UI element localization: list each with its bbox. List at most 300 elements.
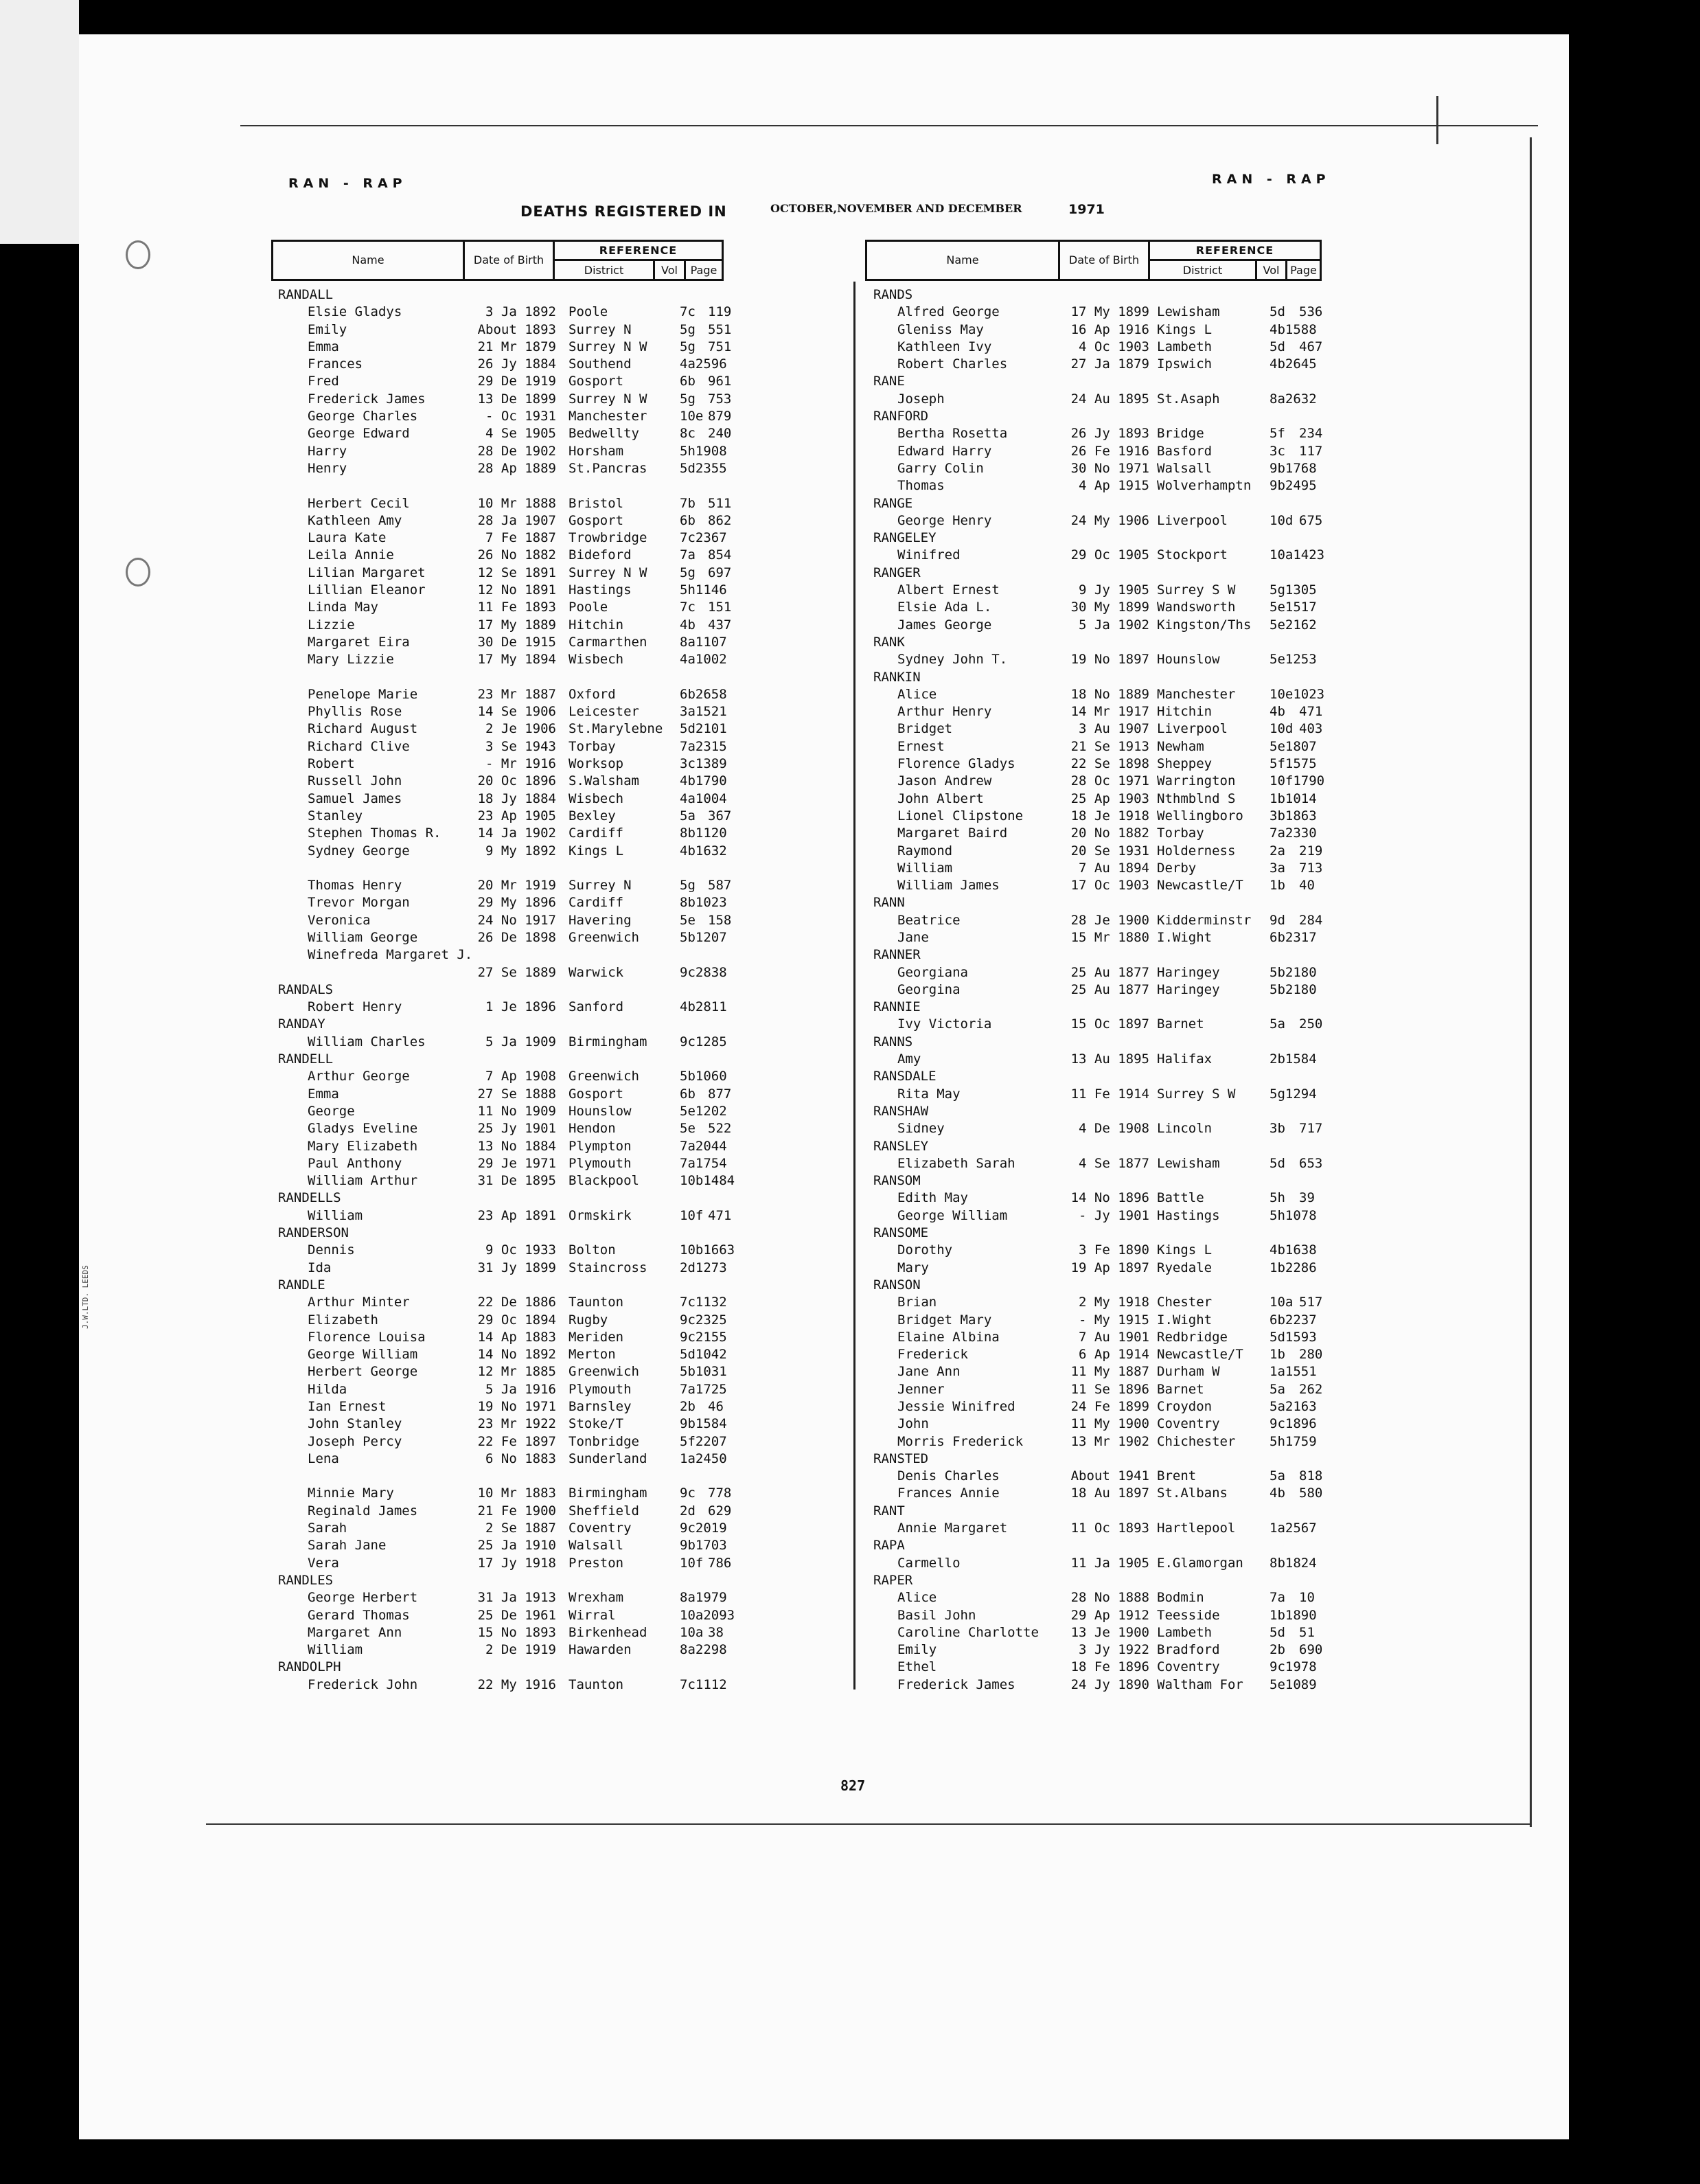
district: Tonbridge bbox=[568, 1433, 639, 1449]
given-names: Linda May bbox=[308, 600, 378, 615]
volume: 2d bbox=[680, 1503, 696, 1518]
volume: 9b1703 bbox=[680, 1538, 727, 1554]
district: St.Marylebne bbox=[568, 721, 663, 737]
given-names: Margaret Baird bbox=[897, 826, 1008, 841]
district: Barnsley bbox=[568, 1399, 632, 1414]
given-names: Gleniss May bbox=[897, 321, 984, 337]
volume: 5g1305 bbox=[1270, 582, 1317, 598]
district: Halifax bbox=[1157, 1051, 1213, 1067]
given-names: Veronica bbox=[308, 912, 371, 928]
volume: 5d bbox=[1270, 1624, 1285, 1640]
given-names: Reginald James bbox=[308, 1503, 418, 1518]
surname-heading bbox=[278, 286, 731, 304]
volume: 8c bbox=[680, 426, 696, 442]
volume: 5a bbox=[1270, 1016, 1285, 1032]
date-of-birth: 15 No 1893 bbox=[477, 1624, 556, 1640]
date-of-birth: 2 De 1919 bbox=[485, 1642, 556, 1658]
date-of-birth: 30 De 1915 bbox=[477, 634, 556, 650]
district: Kidderminstr bbox=[1157, 912, 1252, 928]
volume: 3c1389 bbox=[680, 756, 727, 772]
volume: 4b1790 bbox=[680, 773, 727, 789]
page-ref: 10 bbox=[1299, 1590, 1315, 1606]
death-entry bbox=[278, 1294, 731, 1311]
death-entry bbox=[278, 651, 731, 668]
date-of-birth: 11 Se 1896 bbox=[1070, 1381, 1149, 1397]
death-entry bbox=[873, 1155, 1326, 1172]
date-of-birth: 13 No 1884 bbox=[477, 1138, 556, 1154]
district: Hitchin bbox=[568, 617, 624, 633]
volume: 10d bbox=[1270, 721, 1294, 737]
given-names: William bbox=[897, 860, 953, 876]
death-entry bbox=[278, 443, 731, 460]
volume: 3b bbox=[1270, 1121, 1285, 1137]
surname-heading bbox=[278, 1225, 731, 1242]
page-ref: 51 bbox=[1299, 1624, 1315, 1640]
given-names: Elaine Albina bbox=[897, 1329, 1000, 1345]
volume: 5b2180 bbox=[1270, 964, 1317, 980]
volume: 8b1120 bbox=[680, 826, 727, 841]
volume: 1b2286 bbox=[1270, 1260, 1317, 1275]
date-of-birth: 9 Jy 1905 bbox=[1079, 582, 1149, 598]
date-of-birth: 15 Mr 1880 bbox=[1070, 929, 1149, 945]
given-names: William James bbox=[897, 878, 1000, 894]
district: Lincoln bbox=[1157, 1121, 1213, 1137]
volume: 10a1423 bbox=[1270, 547, 1325, 563]
page-ref: 250 bbox=[1299, 1016, 1323, 1032]
page-ref: 536 bbox=[1299, 304, 1323, 320]
surname: RANGELEY bbox=[873, 530, 937, 546]
date-of-birth: 15 Oc 1897 bbox=[1070, 1016, 1149, 1032]
date-of-birth: 11 My 1887 bbox=[1070, 1364, 1149, 1380]
surname: RANSLEY bbox=[873, 1138, 929, 1154]
page-ref: 151 bbox=[708, 600, 732, 615]
date-of-birth: 12 No 1891 bbox=[477, 582, 556, 598]
date-of-birth: - Jy 1901 bbox=[1079, 1207, 1149, 1223]
volume: 4a1004 bbox=[680, 790, 727, 806]
district: I.Wight bbox=[1157, 929, 1213, 945]
volume: 3a1521 bbox=[680, 704, 727, 720]
volume: 5a bbox=[1270, 1468, 1285, 1484]
given-names: George William bbox=[897, 1207, 1008, 1223]
death-entry bbox=[278, 391, 731, 408]
page-ref: 751 bbox=[708, 339, 732, 354]
death-entry bbox=[278, 321, 731, 339]
district: St.Asaph bbox=[1157, 391, 1220, 407]
death-entry bbox=[873, 703, 1326, 720]
death-entry bbox=[278, 790, 731, 808]
district: Taunton bbox=[568, 1676, 624, 1692]
volume: 1a2567 bbox=[1270, 1521, 1317, 1536]
given-names: George Herbert bbox=[308, 1590, 418, 1606]
given-names: George Henry bbox=[897, 512, 992, 528]
volume: 5e bbox=[680, 1121, 696, 1137]
death-entry bbox=[873, 651, 1326, 668]
surname-heading bbox=[278, 981, 731, 999]
given-names: Margaret Eira bbox=[308, 634, 410, 650]
given-names: Jane Ann bbox=[897, 1364, 961, 1380]
header-name: Name bbox=[352, 253, 384, 266]
district: Sunderland bbox=[568, 1451, 647, 1466]
district: Sanford bbox=[568, 999, 624, 1015]
date-of-birth: 6 No 1883 bbox=[485, 1451, 556, 1466]
date-of-birth: 25 Au 1877 bbox=[1070, 981, 1149, 997]
death-entry bbox=[873, 912, 1326, 929]
volume: 5f1575 bbox=[1270, 756, 1317, 772]
district: Barnet bbox=[1157, 1016, 1204, 1032]
page-ref: 39 bbox=[1299, 1190, 1315, 1206]
page-ref: 690 bbox=[1299, 1642, 1323, 1658]
date-of-birth: 28 Je 1900 bbox=[1070, 912, 1149, 928]
date-of-birth: 17 Jy 1918 bbox=[477, 1555, 556, 1571]
date-of-birth: 28 Ja 1907 bbox=[477, 512, 556, 528]
death-entry bbox=[278, 425, 731, 442]
district: Bridge bbox=[1157, 426, 1204, 442]
given-names: Minnie Mary bbox=[308, 1486, 394, 1501]
left-index-range: RAN - RAP bbox=[288, 176, 407, 191]
district: Torbay bbox=[568, 738, 616, 754]
volume: 10a bbox=[1270, 1295, 1294, 1310]
surname: RANK bbox=[873, 634, 905, 650]
surname-heading bbox=[873, 1034, 1326, 1051]
given-names: Stephen Thomas R. bbox=[308, 826, 441, 841]
page-ref: 511 bbox=[708, 495, 732, 511]
date-of-birth: 9 My 1892 bbox=[485, 843, 556, 858]
surname-heading bbox=[873, 1172, 1326, 1190]
volume: 9b1584 bbox=[680, 1416, 727, 1432]
volume: 7a2044 bbox=[680, 1138, 727, 1154]
volume: 7a2315 bbox=[680, 738, 727, 754]
district: Coventry bbox=[1157, 1416, 1220, 1432]
surname-heading bbox=[873, 946, 1326, 964]
death-entry bbox=[873, 1415, 1326, 1433]
given-names: Edith May bbox=[897, 1190, 968, 1206]
page-ref: 675 bbox=[1299, 512, 1323, 528]
date-of-birth: 5 Ja 1909 bbox=[485, 1034, 556, 1049]
surname-heading bbox=[873, 999, 1326, 1016]
volume: 9c2155 bbox=[680, 1329, 727, 1345]
given-names: Sidney bbox=[897, 1121, 945, 1137]
date-of-birth: 19 No 1971 bbox=[477, 1399, 556, 1414]
date-of-birth: 21 Se 1913 bbox=[1070, 738, 1149, 754]
district: Surrey N bbox=[568, 321, 632, 337]
given-names: James George bbox=[897, 617, 992, 633]
death-entry bbox=[278, 1346, 731, 1363]
death-entry bbox=[278, 1555, 731, 1572]
volume: 2b bbox=[680, 1399, 696, 1414]
date-of-birth: 22 Se 1898 bbox=[1070, 756, 1149, 772]
date-of-birth: 24 Au 1895 bbox=[1070, 391, 1149, 407]
district: Bedwellty bbox=[568, 426, 639, 442]
death-entry bbox=[278, 599, 731, 616]
given-names: William George bbox=[308, 929, 418, 945]
death-entry bbox=[278, 843, 731, 860]
given-names: William Charles bbox=[308, 1034, 426, 1049]
district: Poole bbox=[568, 600, 608, 615]
district: Hounslow bbox=[1157, 652, 1220, 668]
header-date-of-birth: Date of Birth bbox=[473, 253, 544, 266]
date-of-birth: 9 Oc 1933 bbox=[485, 1242, 556, 1258]
surname: RANDELL bbox=[278, 1051, 334, 1067]
death-entry bbox=[873, 460, 1326, 477]
district: Bradford bbox=[1157, 1642, 1220, 1658]
date-of-birth: 18 No 1889 bbox=[1070, 686, 1149, 702]
death-entry bbox=[278, 530, 731, 547]
given-names: John Albert bbox=[897, 790, 984, 806]
volume: 5b1207 bbox=[680, 929, 727, 945]
date-of-birth: 26 No 1882 bbox=[477, 547, 556, 563]
volume: 3a bbox=[1270, 860, 1285, 876]
death-entry bbox=[278, 720, 731, 738]
date-of-birth: 22 De 1886 bbox=[477, 1295, 556, 1310]
death-entry bbox=[873, 512, 1326, 530]
death-entry bbox=[873, 1659, 1326, 1676]
volume: 9c2019 bbox=[680, 1521, 727, 1536]
given-names: Garry Colin bbox=[897, 460, 984, 476]
volume: 6b2317 bbox=[1270, 929, 1317, 945]
date-of-birth: 28 De 1902 bbox=[477, 443, 556, 459]
date-of-birth: 11 Ja 1905 bbox=[1070, 1555, 1149, 1571]
district: Hendon bbox=[568, 1121, 616, 1137]
district: Sheppey bbox=[1157, 756, 1213, 772]
district: St.Albans bbox=[1157, 1486, 1228, 1501]
surname-heading bbox=[873, 530, 1326, 547]
volume: 4b bbox=[680, 617, 696, 633]
surname: RANDALL bbox=[278, 287, 334, 302]
given-names: Bertha Rosetta bbox=[897, 426, 1008, 442]
district: Greenwich bbox=[568, 929, 639, 945]
volume: 10f bbox=[680, 1555, 704, 1571]
given-names: Emily bbox=[897, 1642, 937, 1658]
district: Walsall bbox=[568, 1538, 624, 1554]
district: Coventry bbox=[1157, 1659, 1220, 1675]
date-of-birth: 12 Se 1891 bbox=[477, 565, 556, 580]
date-of-birth: 14 Ap 1883 bbox=[477, 1329, 556, 1345]
district: Plympton bbox=[568, 1138, 632, 1154]
volume: 1b bbox=[1270, 1347, 1285, 1363]
given-names: Caroline Charlotte bbox=[897, 1624, 1039, 1640]
volume: 5g bbox=[680, 339, 696, 354]
given-names: John bbox=[897, 1416, 929, 1432]
volume: 5h1146 bbox=[680, 582, 727, 598]
death-entry bbox=[278, 547, 731, 564]
volume: 6b2237 bbox=[1270, 1312, 1317, 1328]
given-names: Jane bbox=[897, 929, 929, 945]
district: Lewisham bbox=[1157, 1155, 1220, 1171]
date-of-birth: 30 No 1971 bbox=[1070, 460, 1149, 476]
given-names: Joseph bbox=[897, 391, 945, 407]
date-of-birth: 13 De 1899 bbox=[477, 391, 556, 407]
death-entry bbox=[873, 825, 1326, 842]
date-of-birth: 26 Jy 1884 bbox=[477, 356, 556, 372]
surname-heading bbox=[873, 373, 1326, 390]
date-of-birth: 27 Se 1889 bbox=[477, 964, 556, 980]
surname: RANNIE bbox=[873, 999, 921, 1015]
given-names: Vera bbox=[308, 1555, 339, 1571]
volume: 5h1759 bbox=[1270, 1433, 1317, 1449]
district: Stockport bbox=[1157, 547, 1228, 563]
surname-heading bbox=[873, 634, 1326, 651]
volume: 5h1078 bbox=[1270, 1207, 1317, 1223]
given-names: Amy bbox=[897, 1051, 921, 1067]
death-entry bbox=[873, 1433, 1326, 1451]
given-names: Gladys Eveline bbox=[308, 1121, 418, 1137]
volume: 2b1584 bbox=[1270, 1051, 1317, 1067]
death-entry bbox=[278, 755, 731, 773]
district: Greenwich bbox=[568, 1364, 639, 1380]
death-entry bbox=[278, 1537, 731, 1554]
district: Gosport bbox=[568, 374, 624, 389]
given-names: Harry bbox=[308, 443, 347, 459]
given-names: Trevor Morgan bbox=[308, 895, 410, 911]
death-entry bbox=[873, 964, 1326, 981]
date-of-birth: 29 Je 1971 bbox=[477, 1155, 556, 1171]
date-of-birth: 20 Mr 1919 bbox=[477, 878, 556, 894]
page-ref: 653 bbox=[1299, 1155, 1323, 1171]
death-entry bbox=[278, 1676, 731, 1694]
given-names: Frederick James bbox=[897, 1676, 1015, 1692]
date-of-birth: 4 Se 1877 bbox=[1079, 1155, 1149, 1171]
volume: 2b bbox=[1270, 1642, 1285, 1658]
given-names: Kathleen Ivy bbox=[897, 339, 992, 354]
page-ref: 522 bbox=[708, 1121, 732, 1137]
death-entry bbox=[873, 1312, 1326, 1329]
volume: 4b2645 bbox=[1270, 356, 1317, 372]
district: Basford bbox=[1157, 443, 1213, 459]
death-entry bbox=[278, 964, 731, 981]
given-names: Hilda bbox=[308, 1381, 347, 1397]
given-names: Stanley bbox=[308, 808, 363, 823]
surname: RANT bbox=[873, 1503, 905, 1518]
page-ref: 471 bbox=[708, 1207, 732, 1223]
date-of-birth: 4 Ap 1915 bbox=[1079, 478, 1149, 494]
film-margin bbox=[0, 0, 79, 244]
district: Blackpool bbox=[568, 1173, 639, 1189]
death-entry bbox=[278, 512, 731, 530]
given-names: Emma bbox=[308, 1086, 339, 1102]
district: Lambeth bbox=[1157, 339, 1213, 354]
volume: 5d bbox=[1270, 1155, 1285, 1171]
page-number: 827 bbox=[840, 1777, 866, 1794]
surname-heading bbox=[873, 1572, 1326, 1589]
date-of-birth: 5 Ja 1902 bbox=[1079, 617, 1149, 633]
given-names: Basil John bbox=[897, 1607, 976, 1623]
volume: 7c bbox=[680, 304, 696, 320]
district: Liverpool bbox=[1157, 721, 1228, 737]
date-of-birth: 26 Fe 1916 bbox=[1070, 443, 1149, 459]
district: Preston bbox=[568, 1555, 624, 1571]
given-names: Lionel Clipstone bbox=[897, 808, 1024, 823]
given-names: Robert bbox=[308, 756, 355, 772]
given-names: Ian Ernest bbox=[308, 1399, 387, 1414]
date-of-birth: 4 Se 1905 bbox=[485, 426, 556, 442]
page-ref: 854 bbox=[708, 547, 732, 563]
district: Kings L bbox=[1157, 321, 1213, 337]
district: Bideford bbox=[568, 547, 632, 563]
death-entry bbox=[278, 1485, 731, 1502]
page-ref: 753 bbox=[708, 391, 732, 407]
volume: 7a bbox=[680, 547, 696, 563]
page-ref: 38 bbox=[708, 1624, 724, 1640]
given-names: Margaret Ann bbox=[308, 1624, 402, 1640]
surname: RANNS bbox=[873, 1034, 913, 1049]
date-of-birth: 20 No 1882 bbox=[1070, 826, 1149, 841]
date-of-birth: 18 Jy 1884 bbox=[477, 790, 556, 806]
volume: 3c bbox=[1270, 443, 1285, 459]
date-of-birth: 25 Jy 1901 bbox=[477, 1121, 556, 1137]
date-of-birth: 20 Se 1931 bbox=[1070, 843, 1149, 858]
death-entry bbox=[873, 1294, 1326, 1311]
district: Kingston/Ths bbox=[1157, 617, 1252, 633]
death-entry bbox=[873, 356, 1326, 373]
given-names: Ernest bbox=[897, 738, 945, 754]
death-entry bbox=[278, 999, 731, 1016]
given-names: George Edward bbox=[308, 426, 410, 442]
district: Lambeth bbox=[1157, 1624, 1213, 1640]
volume: 5g bbox=[680, 321, 696, 337]
given-names: George Charles bbox=[308, 409, 418, 424]
death-entry bbox=[278, 582, 731, 599]
district: Leicester bbox=[568, 704, 639, 720]
surname-heading bbox=[873, 1103, 1326, 1120]
given-names: Bridget bbox=[897, 721, 953, 737]
district: Newham bbox=[1157, 738, 1204, 754]
district: Chichester bbox=[1157, 1433, 1236, 1449]
volume: 1b1890 bbox=[1270, 1607, 1317, 1623]
page-ref: 40 bbox=[1299, 878, 1315, 894]
volume: 5g bbox=[680, 391, 696, 407]
volume: 5e bbox=[680, 912, 696, 928]
page-ref: 778 bbox=[708, 1486, 732, 1501]
given-names: Raymond bbox=[897, 843, 953, 858]
header-vol: Vol bbox=[661, 263, 678, 277]
surname: RANNER bbox=[873, 947, 921, 963]
volume: 9c1285 bbox=[680, 1034, 727, 1049]
surname: RANGE bbox=[873, 495, 913, 511]
date-of-birth: 18 Fe 1896 bbox=[1070, 1659, 1149, 1675]
volume: 1b1014 bbox=[1270, 790, 1317, 806]
surname-heading bbox=[873, 286, 1326, 304]
page-ref: 471 bbox=[1299, 704, 1323, 720]
surname: RANDERSON bbox=[278, 1225, 349, 1241]
death-entry bbox=[873, 477, 1326, 494]
given-names: Frances Annie bbox=[897, 1486, 1000, 1501]
volume: 4a2596 bbox=[680, 356, 727, 372]
district: S.Walsham bbox=[568, 773, 639, 789]
death-entry bbox=[873, 391, 1326, 408]
district: Battle bbox=[1157, 1190, 1204, 1206]
given-names: Dorothy bbox=[897, 1242, 953, 1258]
district: Durham W bbox=[1157, 1364, 1220, 1380]
district: Wirral bbox=[568, 1607, 616, 1623]
volume: 10d bbox=[1270, 512, 1294, 528]
death-entry bbox=[873, 339, 1326, 356]
given-names: Paul Anthony bbox=[308, 1155, 402, 1171]
death-entry bbox=[278, 1589, 731, 1606]
district: Merton bbox=[568, 1347, 616, 1363]
district: Coventry bbox=[568, 1521, 632, 1536]
death-entry bbox=[278, 373, 731, 390]
district: Gosport bbox=[568, 1086, 624, 1102]
given-names: Denis Charles bbox=[897, 1468, 1000, 1484]
district: Surrey N W bbox=[568, 391, 647, 407]
volume: 8b1023 bbox=[680, 895, 727, 911]
volume: 2a bbox=[1270, 843, 1285, 858]
death-entry bbox=[278, 1624, 731, 1641]
district: Redbridge bbox=[1157, 1329, 1228, 1345]
page-ref: 818 bbox=[1299, 1468, 1323, 1484]
header-date-of-birth: Date of Birth bbox=[1068, 253, 1140, 266]
page-ref: 280 bbox=[1299, 1347, 1323, 1363]
